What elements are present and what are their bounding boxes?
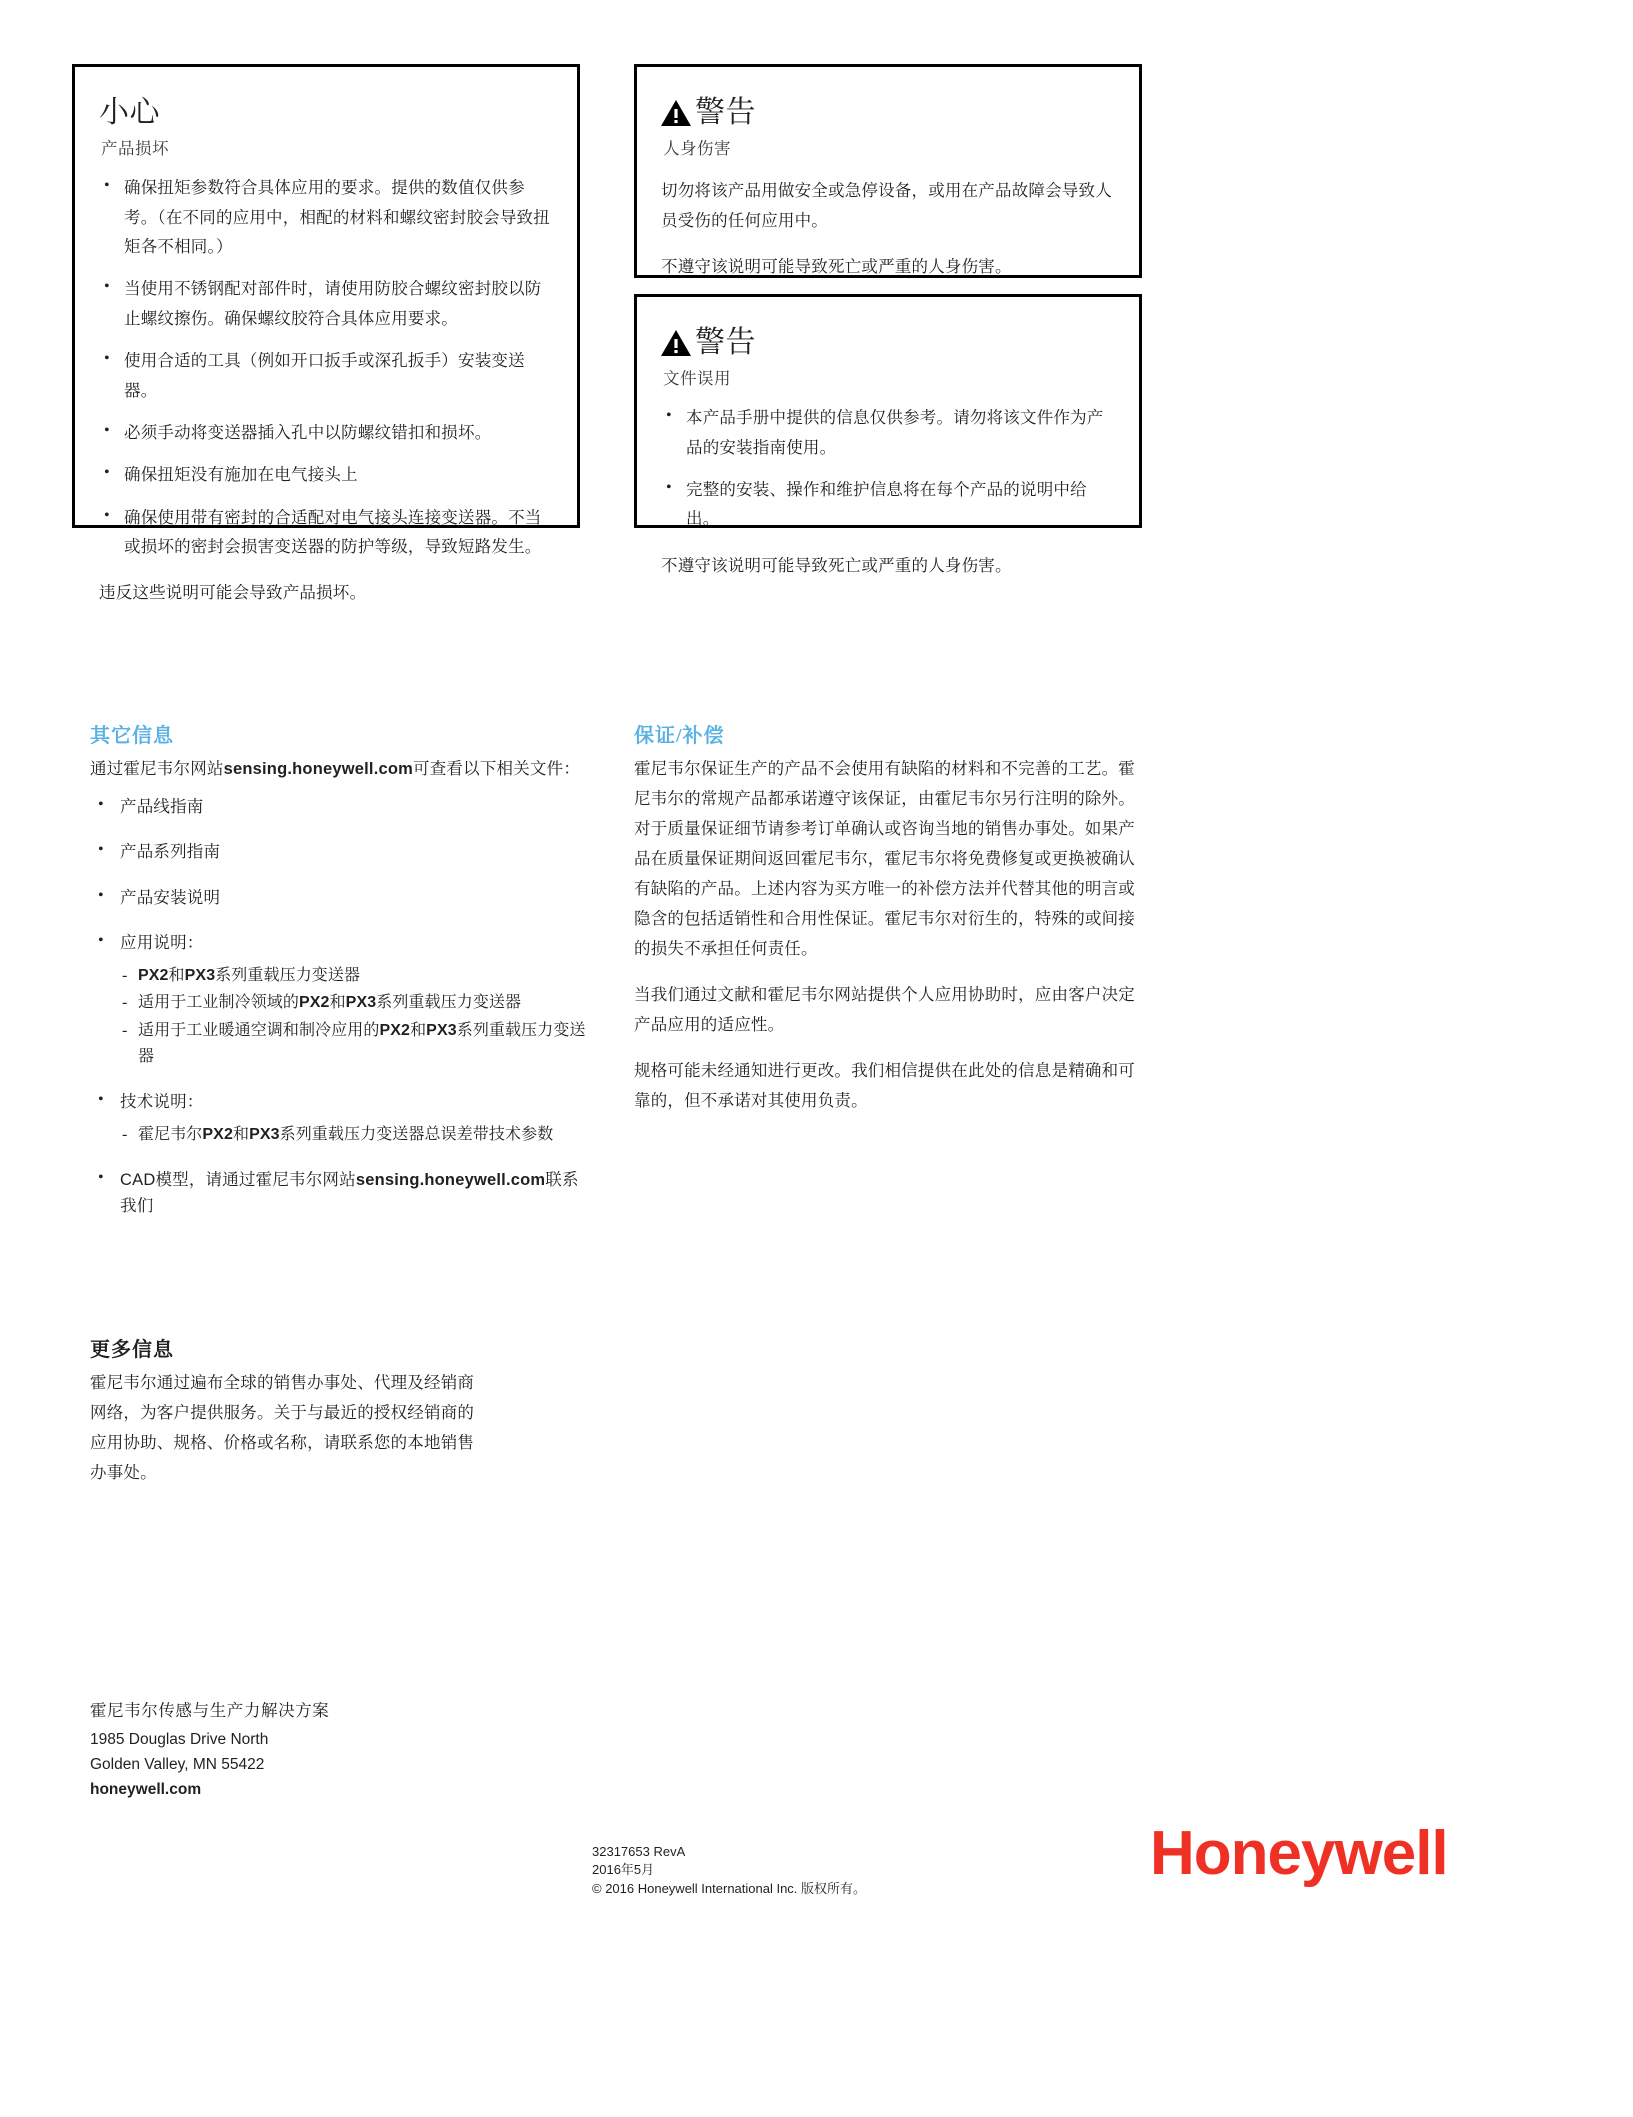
sub-mid: 和 — [232, 1125, 250, 1143]
list-item — [90, 839, 595, 865]
other-info-item-label: 产品系列指南 — [120, 842, 221, 862]
warning-box-document-misuse — [634, 294, 1142, 575]
footer-website-link[interactable]: honeywell.com — [90, 1780, 202, 1798]
warranty-remedy-section — [634, 723, 1146, 1116]
warranty-paragraph: 霍尼韦尔保证生产的产品不会使用有缺陷的材料和不完善的工艺。霍尼韦尔的常规产品都承诺遵守该保证，由霍尼韦尔另行注明的除外。对于质量保证细节请参考订单确认或咨询当地的销售办事处。如果产品在质量保证期间返回霍尼韦尔，霍尼韦尔将免费修复或更换被确认有缺陷的产品。上述内容为买方唯一的补偿方法并代替其他的明言或隐含的包括适销性和合用性保证。霍尼韦尔对衍生的，特殊的或间接的损失不承担任何责任。 — [634, 759, 1135, 959]
warning-triangle-icon — [661, 100, 691, 126]
list-item — [90, 1089, 595, 1147]
sub-post: 系列重载压力变送器 — [376, 994, 522, 1012]
technical-notes-sublist — [120, 1122, 595, 1148]
product-code: PX2 — [202, 1125, 233, 1143]
footer-address-line-1: 1985 Douglas Drive North — [90, 1730, 269, 1748]
footer-document-meta — [592, 1843, 866, 1898]
list-item — [120, 963, 595, 989]
list-item — [120, 1122, 595, 1148]
warning-triangle-icon — [661, 330, 691, 356]
warranty-paragraph: 规格可能未经通知进行更改。我们相信提供在此处的信息是精确和可靠的，但不承诺对其使用负责。 — [634, 1061, 1135, 1111]
warning-2-title-text: 警告 — [695, 326, 756, 359]
cad-suffix: 联系我们 — [120, 1169, 579, 1215]
more-information-heading: 更多信息 — [90, 1339, 174, 1361]
list-item — [120, 990, 595, 1016]
copyright-notice: © 2016 Honeywell International Inc. 版权所有。 — [592, 1880, 867, 1896]
list-item-cad-model — [90, 1167, 595, 1220]
other-info-item-label: 产品线指南 — [120, 797, 204, 817]
product-code: PX3 — [249, 1125, 280, 1143]
caution-closing-wrap — [99, 578, 551, 607]
honeywell-logo-svg — [1150, 1820, 1510, 1890]
document-date: 2016年5月 — [592, 1862, 655, 1878]
warning-2-bullet-list — [661, 403, 1113, 533]
caution-bullet: • 必须手动将变送器插入孔中以防螺纹错扣和损坏。 — [99, 418, 551, 447]
caution-closing: 违反这些说明可能会导致产品损坏。 — [99, 583, 367, 603]
caution-subtitle: 产品损坏 — [101, 139, 169, 159]
product-code: PX2 — [379, 1022, 411, 1040]
warning-2-closing: 不遵守该说明可能导致死亡或严重的人身伤害。 — [661, 555, 1012, 575]
sub-mid: 和 — [329, 994, 346, 1012]
sub-post: 系列重载压力变送器 — [215, 966, 361, 984]
caution-bullet: • 当使用不锈钢配对部件时，请使用防胶合螺纹密封胶以防止螺纹擦伤。确保螺纹胶符合具体应用要求。 — [99, 274, 551, 333]
warranty-heading: 保证/补偿 — [634, 725, 725, 747]
list-item — [90, 885, 595, 911]
sub-pre: 适用于工业制冷领域的 — [138, 994, 300, 1012]
document-number: 32317653 RevA — [592, 1844, 686, 1859]
other-information-heading: 其它信息 — [90, 725, 174, 747]
warning-2-title — [661, 327, 1113, 359]
caution-bullet: • 确保使用带有密封的合适配对电气接头连接变送器。不当或损坏的密封会损害变送器的防护等级，导致短路发生。 — [99, 503, 551, 562]
sub-pre: 适用于工业暖通空调和制冷应用的 — [138, 1022, 380, 1040]
more-information-paragraph: 霍尼韦尔通过遍布全球的销售办事处、代理及经销商网络，为客户提供服务。关于与最近的授权经销商的应用协助、规格、价格或名称，请联系您的本地销售办事处。 — [90, 1373, 475, 1483]
sub-pre: 霍尼韦尔 — [138, 1125, 203, 1143]
product-code: PX3 — [426, 1022, 457, 1040]
honeywell-logo — [1150, 1820, 1510, 1890]
honeywell-logo-text: Honeywell — [1150, 1820, 1448, 1888]
footer-address-line-2: Golden Valley, MN 55422 — [90, 1755, 265, 1773]
application-notes-sublist — [120, 963, 595, 1071]
caution-box — [72, 64, 580, 603]
caution-bullet: • 确保扭矩参数符合具体应用的要求。提供的数值仅供参考。（在不同的应用中，相配的材料和螺纹密封胶会导致扭矩各不相同。） — [99, 173, 551, 261]
product-code: PX2 — [138, 966, 169, 984]
list-item — [120, 1018, 595, 1070]
product-code: PX3 — [184, 966, 216, 984]
other-information-section — [90, 723, 595, 1238]
sub-post: 系列重载压力变送器 — [138, 1022, 586, 1066]
caution-bullet-list — [99, 173, 551, 561]
caution-title-text: 小心 — [99, 96, 160, 129]
warning-box-personal-injury — [634, 64, 1142, 278]
warranty-paragraph: 当我们通过文献和霍尼韦尔网站提供个人应用协助时，应由客户决定产品应用的适应性。 — [634, 985, 1135, 1035]
footer-company-name: 霍尼韦尔传感与生产力解决方案 — [90, 1701, 330, 1720]
sub-mid: 和 — [410, 1022, 427, 1040]
caution-bullet: • 使用合适的工具（例如开口扳手或深孔扳手）安装变送器。 — [99, 346, 551, 405]
warning-1-title-text: 警告 — [695, 96, 756, 129]
warning-2-bullet: • 完整的安装、操作和维护信息将在每个产品的说明中给出。 — [661, 475, 1113, 534]
warning-1-title — [661, 97, 1113, 129]
product-code: PX3 — [345, 994, 377, 1012]
cad-mid: 模型，请通过霍尼韦尔网站 — [155, 1169, 356, 1189]
other-information-list — [90, 794, 595, 1219]
warning-1-body — [661, 176, 1113, 281]
warning-2-subtitle: 文件误用 — [663, 369, 731, 389]
sensing-honeywell-link[interactable]: sensing.honeywell.com — [355, 1170, 546, 1189]
sub-post: 系列重载压力变送器总误差带技术参数 — [279, 1125, 554, 1143]
more-information-section — [90, 1337, 490, 1488]
other-information-intro — [90, 754, 595, 784]
list-item — [90, 930, 595, 1070]
warning-2-closing-wrap — [661, 551, 1113, 580]
product-code: PX2 — [299, 994, 330, 1012]
warning-1-subtitle: 人身伤害 — [663, 139, 731, 159]
sub-mid: 和 — [168, 966, 185, 984]
footer-address-block — [90, 1698, 550, 1802]
other-info-intro-suffix: 可查看以下相关文件： — [413, 759, 581, 778]
other-info-item-label: 技术说明： — [120, 1092, 204, 1112]
caution-title — [99, 97, 551, 129]
other-info-item-label: 应用说明： — [120, 933, 204, 953]
warning-1-paragraph: 不遵守该说明可能导致死亡或严重的人身伤害。 — [661, 257, 1012, 277]
caution-bullet: • 确保扭矩没有施加在电气接头上 — [99, 460, 551, 489]
other-info-item-label: 产品安装说明 — [120, 887, 221, 907]
cad-prefix: CAD — [120, 1170, 156, 1189]
list-item — [90, 794, 595, 820]
warning-2-bullet: • 本产品手册中提供的信息仅供参考。请勿将该文件作为产品的安装指南使用。 — [661, 403, 1113, 462]
warning-1-paragraph: 切勿将该产品用做安全或急停设备，或用在产品故障会导致人员受伤的任何应用中。 — [661, 181, 1112, 230]
other-info-intro-prefix: 通过霍尼韦尔网站 — [90, 759, 224, 778]
sensing-honeywell-link[interactable]: sensing.honeywell.com — [223, 760, 414, 778]
